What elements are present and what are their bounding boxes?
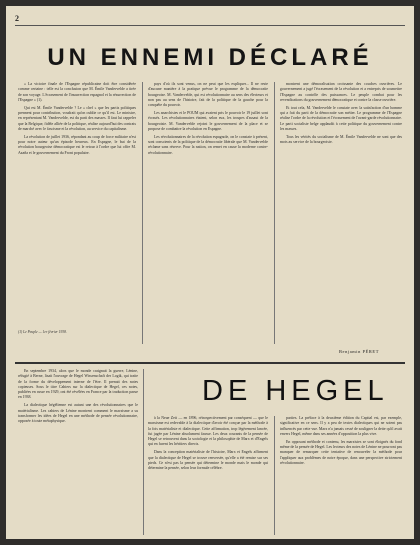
paragraph: parties. La préface à la deuxième édition du Capital est, par exemple, significative en ce sens. Il y a peu de textes dialectiques qui ne soient pas influencés par cette vue. Marx n'a jamais cessé de souligner la dette qu'il avait envers Hegel, même dans ses années d'opposition la plus vive. xyxy=(280,416,402,436)
paragraph: Et tout cela, M. Vandervelde le constate avec la satisfaction d'un homme qui a fait du parti de la démocratie son métier. Le programme de l'Espagne réalise l'ordre de la révolution et l'écrasement de l'avant-garde révolutionnaire. Le parti socialiste belge applaudit à cette politique du gouvernement contre les masses. xyxy=(280,105,402,131)
page-number: 2 xyxy=(15,14,19,23)
paragraph: En opposant méthode et contenu, les marxistes se sont éloignés du fond même de la pensée de Hegel. Les lecteurs des notes de Lénine ne pourront pas manquer de remarquer cette tentative de renouveler la méthode pour l'appliquer aux problèmes de notre époque, dans une perspective strictement révolutionnaire. xyxy=(280,439,402,465)
paragraph: Qui est M. Émile Vandervelde ? Le « chef » que les partis politiques prennent pour contribution, voudrait qu'on oublie ce qu'il est. Le ministre, en représentant M. Vandervelde, est du parti des masses. Il faut lui rappeler que la Belgique, fidèle alliée de la politique, réalise aujourd'hui des contrats de marché avec le fascisme et la révolution, au service du capitalisme. xyxy=(18,105,136,131)
column-divider xyxy=(274,82,275,344)
article-title: UN ENNEMI DÉCLARÉ xyxy=(47,44,373,71)
article2-column-3 xyxy=(280,416,402,535)
article1-column-3 xyxy=(280,82,402,344)
article2-column-1 xyxy=(18,369,138,535)
paragraph: pays d'où ils sont venus, on ne peut que les expliquer... Il ne reste d'aucune manière à la pratique prévue le programme de la démocratie bourgeoise. M. Vandervelde, qui est révolutionnaire au sens des électeurs et non pas au sens de l'histoire, fait de la politique de la gauche pour la conquête du pouvoir. xyxy=(148,82,268,108)
author-signature: Benjamin PÉRET xyxy=(339,349,379,354)
paragraph: Les anarchistes et le POUM qui avaient pris le pouvoir le 19 juillet sont écrasés. Les révolutionnaires étaient, selon eux, les troupes d'assaut de la bourgeoisie. M. Vandervelde rejoint le gouvernement de la place et se propose de combattre la révolution en Espagne. xyxy=(148,110,268,131)
paragraph: La révolution de juillet 1936, répondant au coup de force militaire n'est pour notre auteur qu'un épisode heureux. En Espagne, le but de la révolution bourgeoise démocratique est le retour à l'ordre que lui offre M. Azaña et le gouvernement du Front populaire. xyxy=(18,134,136,155)
paragraph: Dans la conception matérialiste de l'histoire, Marx et Engels affirment que la dialectique de Hegel se trouve renversée, qu'elle a été remise sur ses pieds. Ce n'est pas la pensée qui détermine le monde mais le monde qui détermine la pensée, selon leur formule célèbre. xyxy=(148,450,268,471)
column-divider xyxy=(143,369,144,535)
paragraph: En septembre 1934, alors que le monde craignait la guerre, Lénine, réfugié à Berne, lisait l'ouvrage de Hegel Wissenschaft der Logik, qui traite de la forme du développement interne de l'être. Il prenait des notes copieuses. Sous le titre Cahiers sur la dialectique de Hegel, ces notes, publiées en russe en 1929, ont été révélées en France par la traduction parue en 1938. xyxy=(18,369,138,400)
section-divider xyxy=(15,362,405,364)
paragraph: Tous les vérités du socialisme de M. Émile Vandervelde ne sont que des mots au service de la bourgeoisie. xyxy=(280,134,402,144)
newspaper-page xyxy=(6,6,414,539)
article2-column-2 xyxy=(148,416,268,535)
paragraph: La dialectique hégélienne est autant une des révolutionnaires que le matérialisme. Les cahiers de Lénine montrent comment le marxisme a su transformer les idées de Hegel en une méthode de pensée révolutionnaire, opposée à toute métaphysique. xyxy=(18,403,138,424)
column-divider xyxy=(142,82,143,344)
paragraph: à la Neue Zeit — en 1896, rétrospectivement par conséquent — que le marxisme est redevable à la dialectique d'avoir été conçue par la méthode à la fois matérialiste et dialectique. Cette affirmation, trop légèrement lancée, fut jugée par Lénine absolument fausse. Les deux courants de la pensée de Hegel se retrouvent dans la sociologie et la philosophie de Marx et d'Engels qui en furent les héritiers directs. xyxy=(148,416,268,447)
paragraph: « La victoire finale de l'Espagne républicaine doit être considérée comme certaine : telle est la conclusion que M. Émile Vandervelde a tirée de son voyage. L'écrasement de l'insurrection espagnol et la résurrection de l'Espagne » (1). xyxy=(18,82,136,102)
article1-column-1 xyxy=(18,82,136,326)
paragraph: montrent une démoralisation croissante des couches ouvrières. Le gouvernement a jugé l'écrasement de la révolution et a entrepris de soumettre l'Espagne au contrôle des puissances. Le peuple combat pour les revendications du gouvernement démocratique et contre la classe ouvrière. xyxy=(280,82,402,102)
article1-column-2 xyxy=(148,82,268,344)
footnote-source: (1) Le Peuple — 1er février 1938. xyxy=(18,330,67,334)
paragraph: Les révolutionnaires de la révolution espagnole, on le constate à présent, sont conscients de la politique de la démocratie libérale que M. Vandervelde réclame sans réserve. Pour la nation, on remet en cause la moderne contre-révolutionnaire. xyxy=(148,134,268,155)
second-article-title: DE HEGEL xyxy=(202,375,389,407)
header-rule xyxy=(15,25,405,26)
column-divider xyxy=(274,416,275,535)
